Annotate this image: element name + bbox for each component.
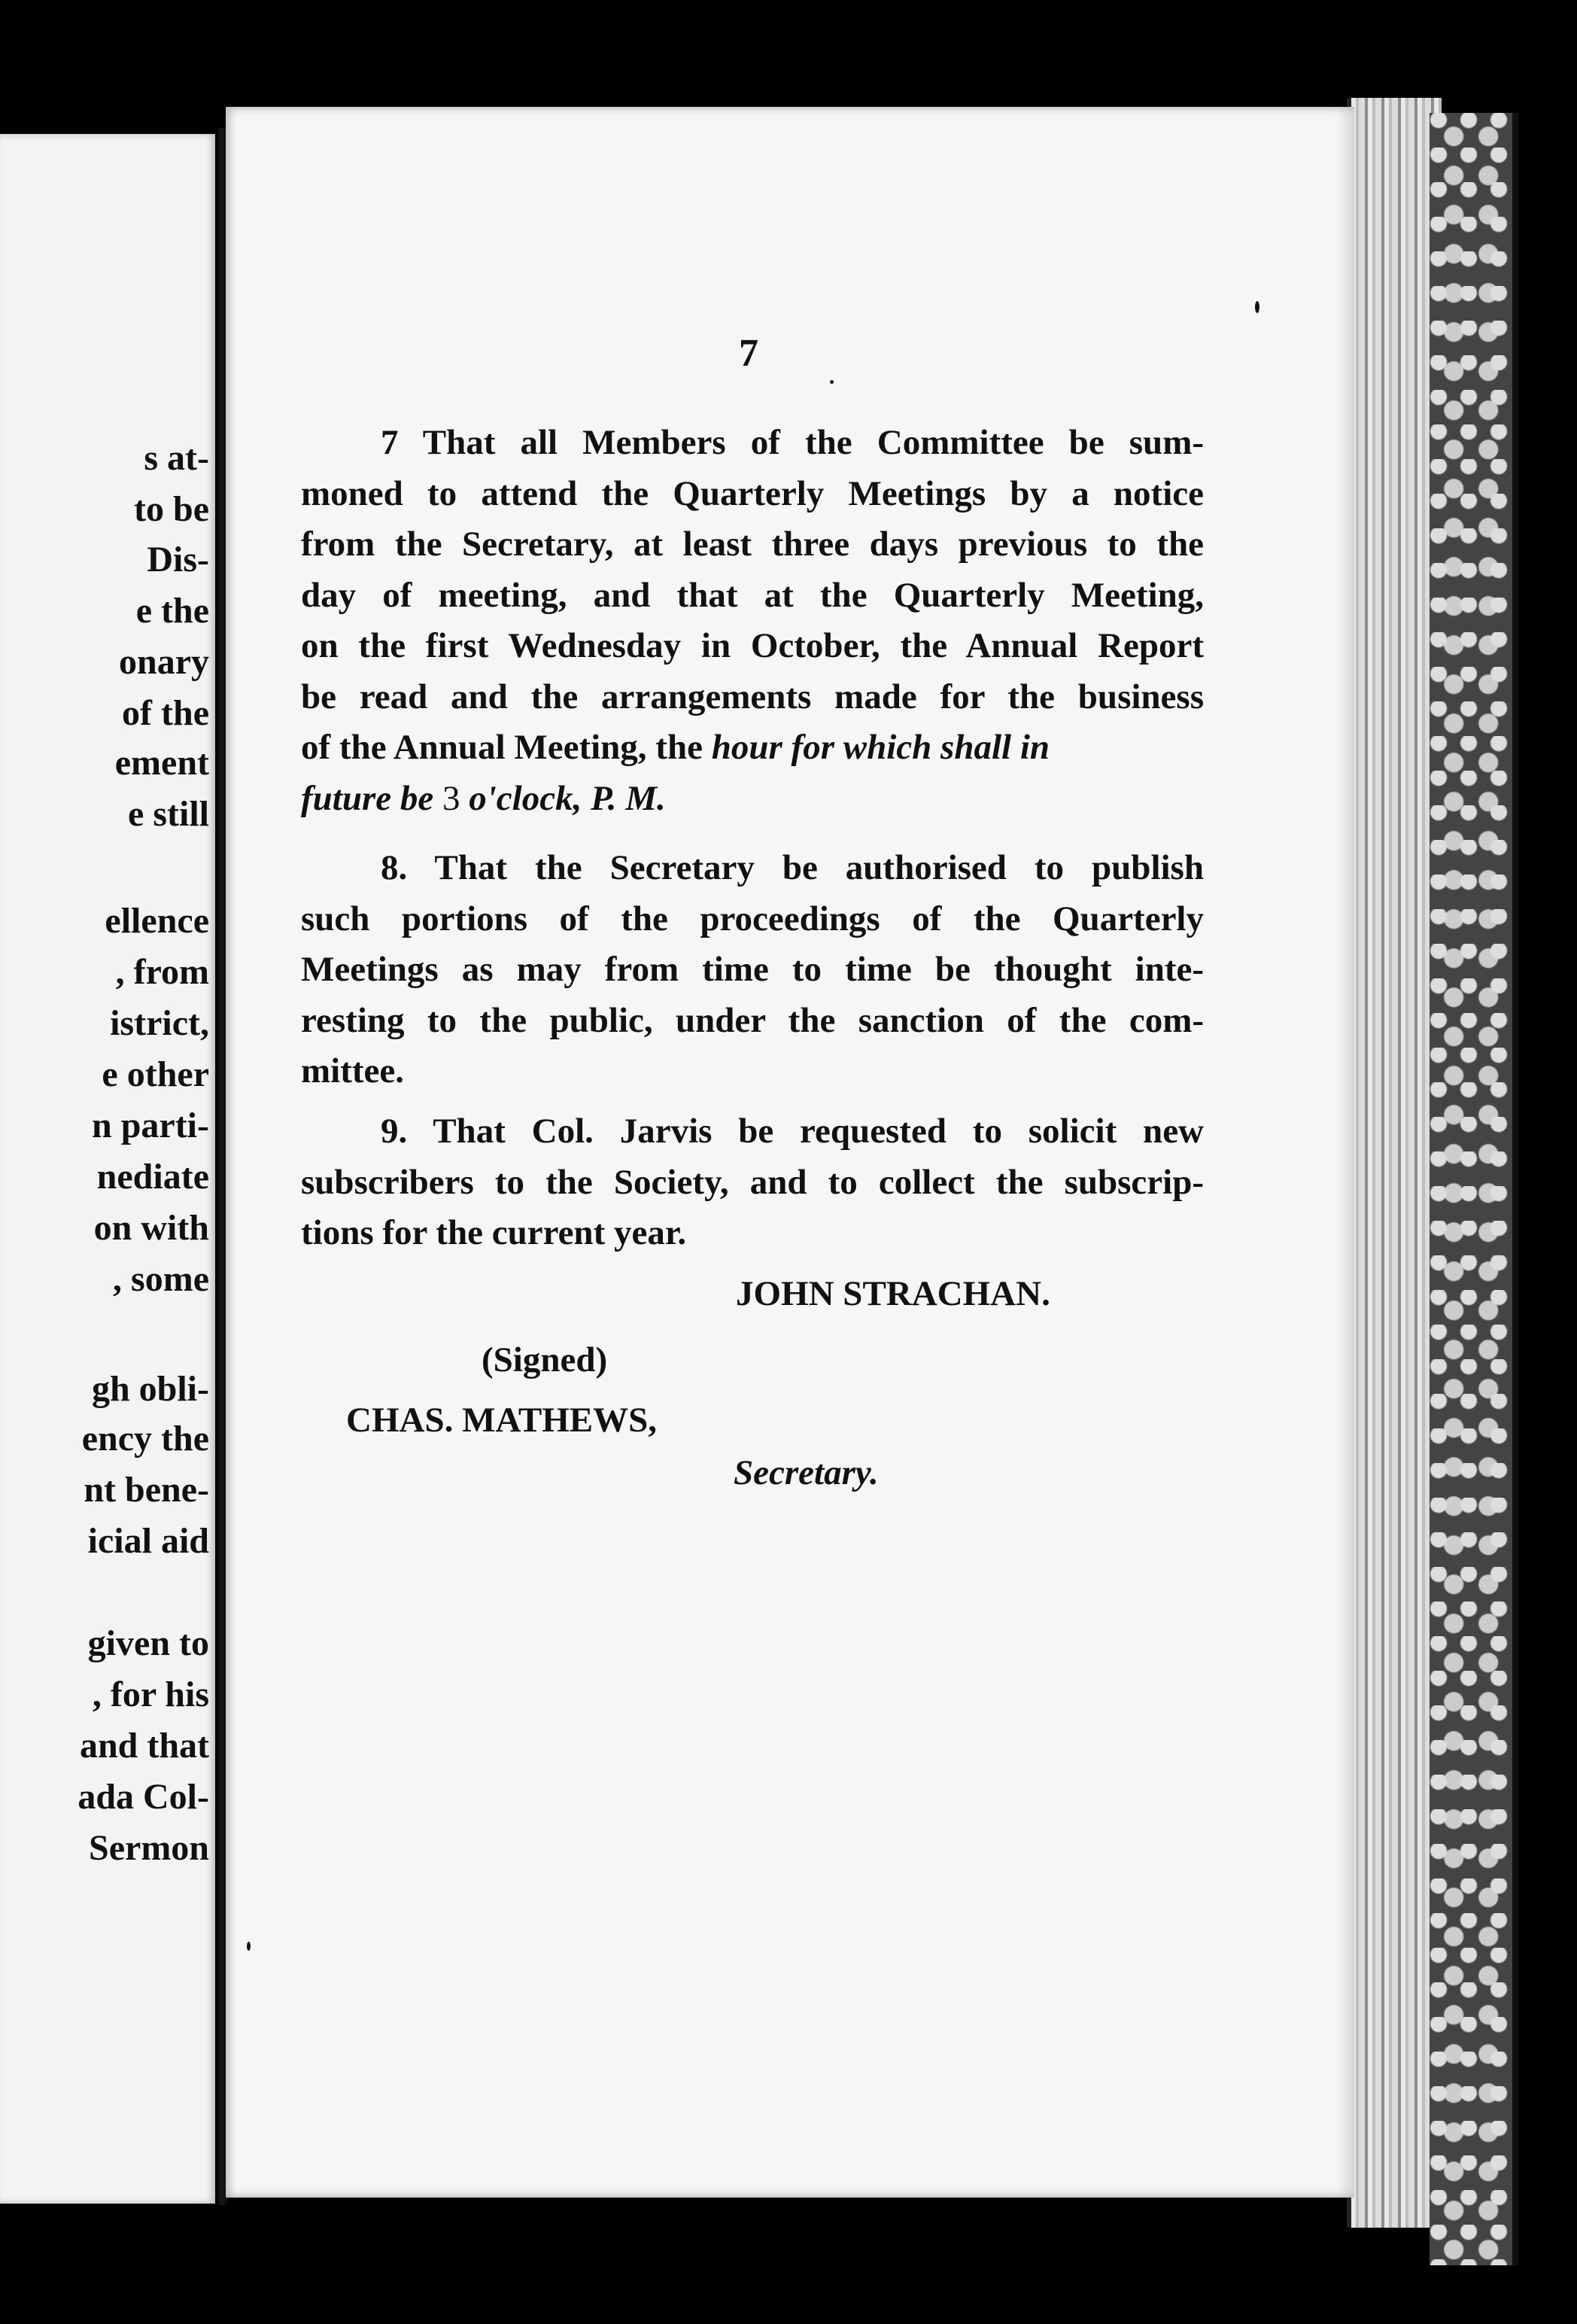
previous-page-line: gh obli- [91, 1369, 209, 1409]
previous-page-line: nt bene- [84, 1470, 209, 1510]
signer-name: JOHN STRACHAN. [736, 1274, 1050, 1313]
previous-page-line: ada Col- [77, 1777, 209, 1817]
previous-page-line: e still [128, 794, 209, 834]
previous-page-line: ement [114, 743, 209, 783]
previous-page-line: Dis- [147, 540, 209, 579]
previous-page-line: s at- [144, 438, 209, 478]
previous-page-line: n parti- [92, 1106, 209, 1145]
book-cover-edge [1430, 113, 1518, 2265]
previous-page-line: Sermon [89, 1828, 209, 1868]
page-number: 7 [739, 332, 758, 375]
text-line: from the Secretary, at least three days previous to the [301, 525, 1204, 564]
previous-page-line: ency the [81, 1419, 209, 1459]
text-line [301, 774, 1204, 825]
text-line: moned to attend the Quarterly Meetings by a notice [301, 473, 1204, 513]
previous-page-line: istrict, [110, 1003, 209, 1043]
resolution-8 [301, 843, 1204, 1097]
text-line: be read and the arrangements made for the business [301, 677, 1204, 716]
italic-text: hour for which shall in [711, 728, 1050, 767]
resolution-7 [301, 418, 1204, 824]
previous-page-line: on with [93, 1208, 209, 1248]
previous-page-line: , some [113, 1259, 209, 1299]
text-run: 3 [442, 778, 460, 818]
italic-text: future be [301, 778, 442, 818]
ink-speck [247, 1942, 251, 1951]
text-line: 8. That the Secretary be authorised to publish [381, 848, 1204, 887]
text-line: mittee. [301, 1051, 404, 1091]
text-line: 7 That all Members of the Committee be sum- [381, 423, 1204, 462]
text-line: such portions of the proceedings of the Quarterly [301, 899, 1204, 938]
previous-page-line: nediate [96, 1157, 209, 1197]
text-line: 9. That Col. Jarvis be requested to solicit new [381, 1112, 1204, 1151]
text-line: Meetings as may from time to time be thought inte- [301, 950, 1204, 989]
text-run: of the Annual Meeting, the [301, 728, 712, 767]
book-page-edges [1347, 98, 1442, 2228]
previous-page-line: e the [135, 591, 209, 631]
text-line: subscribers to the Society, and to collect the subscrip- [301, 1162, 1204, 1202]
text-line: day of meeting, and that at the Quarterly Meeting, [301, 575, 1204, 615]
previous-page-line: given to [87, 1623, 209, 1663]
previous-page [0, 134, 217, 2204]
text-line [301, 722, 1204, 774]
previous-page-line: and that [79, 1726, 209, 1766]
previous-page-line: e other [102, 1054, 209, 1094]
previous-page-line: onary [119, 642, 209, 682]
previous-page-line: , for his [92, 1675, 209, 1714]
text-line: on the first Wednesday in October, the Annual Report [301, 626, 1204, 665]
ink-speck [1255, 301, 1259, 313]
previous-page-line: ellence [105, 901, 209, 941]
previous-page-line: icial aid [87, 1521, 209, 1561]
previous-page-line: of the [122, 693, 209, 733]
previous-page-line: to be [134, 489, 209, 529]
ink-speck [830, 380, 834, 384]
signed-note: (Signed) [482, 1340, 608, 1379]
text-line: resting to the public, under the sanction of the com- [301, 1000, 1204, 1040]
text-line: tions for the current year. [301, 1213, 687, 1252]
secretary-title: Secretary. [734, 1453, 879, 1492]
secretary-name: CHAS. MATHEWS, [346, 1401, 658, 1440]
previous-page-line: , from [115, 952, 209, 992]
italic-text: o'clock, P. M. [460, 778, 666, 818]
resolution-9 [301, 1106, 1204, 1259]
